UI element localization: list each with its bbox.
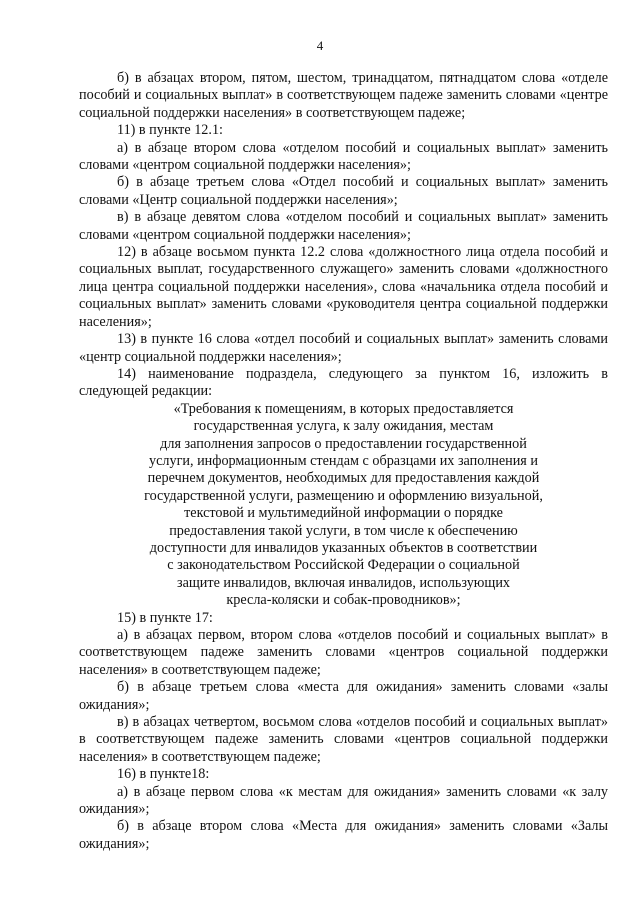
quote-line: для заполнения запросов о предоставлении государственной xyxy=(160,435,527,452)
paragraph: б) в абзаце третьем слова «Отдел пособий и социальных выплат» заменить словами «Центр социальной поддержки населения»; xyxy=(79,174,608,208)
quote-line: доступности для инвалидов указанных объектов в соответствии xyxy=(149,539,538,556)
quote-line: государственная услуга, к залу ожидания, местам xyxy=(193,418,494,435)
quote-line: государственной услуги, размещению и оформлению визуальной, xyxy=(144,487,543,504)
quote-line: с законодательством Российской Федерации о социальной xyxy=(167,557,520,574)
paragraph: 13) в пункте 16 слова «отдел пособий и социальных выплат» заменить словами «центр социальной поддержки населения»; xyxy=(79,331,608,365)
quote-line: услуги, информационным стендам с образцами их заполнения и xyxy=(149,452,538,469)
document-body xyxy=(79,70,608,853)
paragraph: б) в абзаце третьем слова «места для ожидания» заменить словами «залы ожидания»; xyxy=(79,679,608,713)
quote-line: «Требования к помещениям, в которых предоставляется xyxy=(173,400,514,417)
page-number: 4 xyxy=(316,38,324,53)
paragraph: а) в абзаце первом слова «к местам для ожидания» заменить словами «к залу ожидания»; xyxy=(79,783,608,818)
paragraph: а) в абзаце втором слова «отделом пособий и социальных выплат» заменить словами «центром социальной поддержки населения»; xyxy=(79,139,608,174)
quote-line: защите инвалидов, включая инвалидов, использующих xyxy=(176,574,511,591)
paragraph: 12) в абзаце восьмом пункта 12.2 слова «должностного лица отдела пособий и социальных выплат, государственного служащего» заменить словами «должностного лица центра социальной поддержки населения», слова «начальника отдела пособий и социальных выплат» заменить словами «руководителя центра социальной поддержки населения»; xyxy=(79,244,608,330)
paragraph: в) в абзацах четвертом, восьмом слова «отделов пособий и социальных выплат» в соответствующем падеже заменить словами «центров социальной поддержки населения» в соответствующем падеже; xyxy=(79,714,608,765)
quote-line: кресла-коляски и собак-проводников»; xyxy=(226,592,461,609)
paragraph: 11) в пункте 12.1: xyxy=(117,122,223,139)
paragraph: 14) наименование подраздела, следующего за пунктом 16, изложить в следующей редакции: xyxy=(79,365,608,400)
paragraph: 16) в пункте18: xyxy=(117,766,210,783)
paragraph: в) в абзаце девятом слова «отделом пособий и социальных выплат» заменить словами «центром социальной поддержки населения»; xyxy=(79,209,608,243)
quoted-heading xyxy=(79,401,608,610)
paragraph: а) в абзацах первом, втором слова «отделов пособий и социальных выплат» в соответствующем падеже заменить словами «центров социальной поддержки населения» в соответствующем падеже; xyxy=(79,627,608,678)
paragraph: б) в абзаце втором слова «Места для ожидания» заменить словами «Залы ожидания»; xyxy=(79,818,608,852)
paragraph: 15) в пункте 17: xyxy=(117,609,213,626)
quote-line: текстовой и мультимедийной информации о порядке xyxy=(184,505,503,522)
quote-line: перечнем документов, необходимых для предоставления каждой xyxy=(147,470,540,487)
paragraph: б) в абзацах втором, пятом, шестом, тринадцатом, пятнадцатом слова «отделе пособий и социальных выплат» в соответствующем падеже заменить словами «центре социальной поддержки населения» в соответствующем падеже; xyxy=(79,70,608,121)
quote-line: предоставления такой услуги, в том числе к обеспечению xyxy=(169,522,518,539)
